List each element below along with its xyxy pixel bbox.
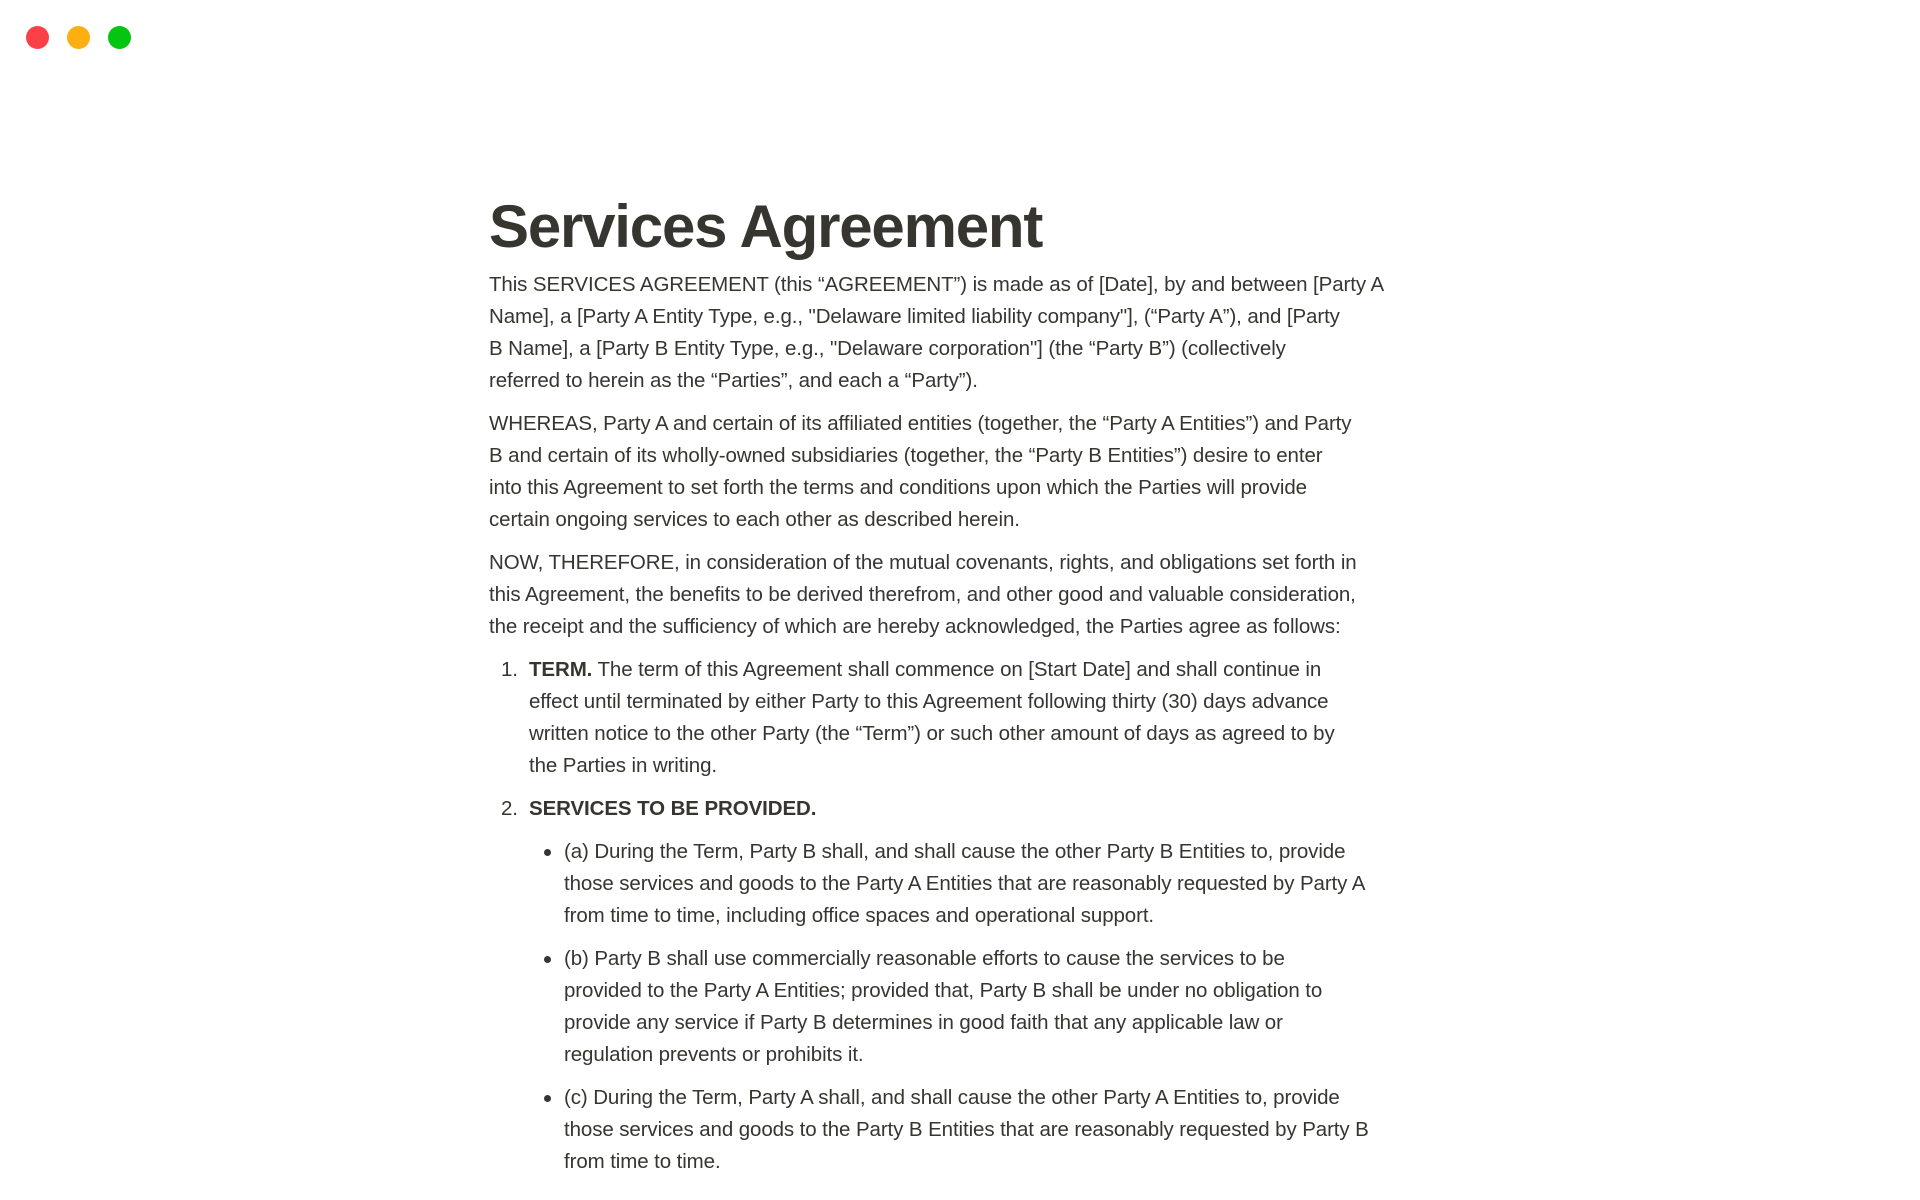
- close-button[interactable]: [26, 26, 49, 49]
- paragraph-line: regulation prevents or prohibits it.: [564, 1043, 864, 1066]
- paragraph-preamble[interactable]: [489, 269, 1449, 397]
- bullet-icon: [544, 956, 551, 963]
- paragraph-whereas[interactable]: [489, 408, 1449, 536]
- paragraph-line: written notice to the other Party (the “Term”) or such other amount of days as agreed to by: [529, 722, 1335, 745]
- paragraph-line: This SERVICES AGREEMENT (this “AGREEMENT”) is made as of [Date], by and between [Party A: [489, 273, 1385, 296]
- bullet-item-a[interactable]: [489, 836, 1449, 932]
- item-text: The term of this Agreement shall commence on [Start Date] and shall continue in: [592, 658, 1322, 681]
- bullet-item-body: [564, 836, 1449, 932]
- maximize-button[interactable]: [108, 26, 131, 49]
- bullet-icon: [544, 849, 551, 856]
- paragraph-line: (c) During the Term, Party A shall, and shall cause the other Party A Entities to, provide: [564, 1086, 1340, 1109]
- numbered-item-body: [529, 793, 1449, 825]
- paragraph-line: those services and goods to the Party A Entities that are reasonably requested by Party A: [564, 872, 1366, 895]
- paragraph-line: B and certain of its wholly-owned subsidiaries (together, the “Party B Entities”) desire to enter: [489, 444, 1323, 467]
- numbered-item-services[interactable]: [489, 793, 1449, 825]
- numbered-item-term[interactable]: [489, 654, 1449, 782]
- paragraph-line: referred to herein as the “Parties”, and each a “Party”).: [489, 369, 978, 392]
- paragraph-line: from time to time, including office spaces and operational support.: [564, 904, 1155, 927]
- minimize-button[interactable]: [67, 26, 90, 49]
- bullet-item-b[interactable]: [489, 943, 1449, 1071]
- paragraph-line: NOW, THEREFORE, in consideration of the mutual covenants, rights, and obligations set forth in: [489, 551, 1357, 574]
- page-title[interactable]: Services Agreement: [489, 193, 1043, 260]
- paragraph-line: (b) Party B shall use commercially reasonable efforts to cause the services to be: [564, 947, 1285, 970]
- paragraph-line: those services and goods to the Party B Entities that are reasonably requested by Party B: [564, 1118, 1369, 1141]
- services-heading: SERVICES TO BE PROVIDED.: [529, 797, 817, 820]
- paragraph-line: provide any service if Party B determines in good faith that any applicable law or: [564, 1011, 1283, 1034]
- paragraph-line: the Parties in writing.: [529, 754, 717, 777]
- document-page: [489, 193, 1449, 1189]
- list-number: 2.: [501, 797, 518, 820]
- term-heading: TERM.: [529, 658, 593, 681]
- paragraph-line: from time to time.: [564, 1150, 721, 1173]
- paragraph-line: certain ongoing services to each other as described herein.: [489, 508, 1020, 531]
- paragraph-line: the receipt and the sufficiency of which are hereby acknowledged, the Parties agree as follows:: [489, 615, 1341, 638]
- list-number: 1.: [501, 658, 518, 681]
- paragraph-now-therefore[interactable]: [489, 547, 1449, 643]
- paragraph-line: into this Agreement to set forth the terms and conditions upon which the Parties will provide: [489, 476, 1307, 499]
- paragraph-line: B Name], a [Party B Entity Type, e.g., "Delaware corporation"] (the “Party B”) (collectively: [489, 337, 1286, 360]
- paragraph-line: provided to the Party A Entities; provided that, Party B shall be under no obligation to: [564, 979, 1323, 1002]
- paragraph-line: [529, 793, 1449, 825]
- paragraph-line: [529, 654, 1449, 686]
- bullet-item-body: [564, 943, 1449, 1071]
- paragraph-line: WHEREAS, Party A and certain of its affiliated entities (together, the “Party A Entities”) and Party: [489, 412, 1352, 435]
- bullet-item-body: [564, 1082, 1449, 1178]
- numbered-item-body: [529, 654, 1449, 782]
- paragraph-line: effect until terminated by either Party to this Agreement following thirty (30) days advance: [529, 690, 1329, 713]
- bullet-item-c[interactable]: [489, 1082, 1449, 1178]
- paragraph-line: this Agreement, the benefits to be derived therefrom, and other good and valuable consideration,: [489, 583, 1356, 606]
- paragraph-line: (a) During the Term, Party B shall, and shall cause the other Party B Entities to, provide: [564, 840, 1346, 863]
- paragraph-line: Name], a [Party A Entity Type, e.g., "Delaware limited liability company"], (“Party A”), and [Party: [489, 305, 1340, 328]
- bullet-icon: [544, 1095, 551, 1102]
- window-controls: [26, 26, 131, 49]
